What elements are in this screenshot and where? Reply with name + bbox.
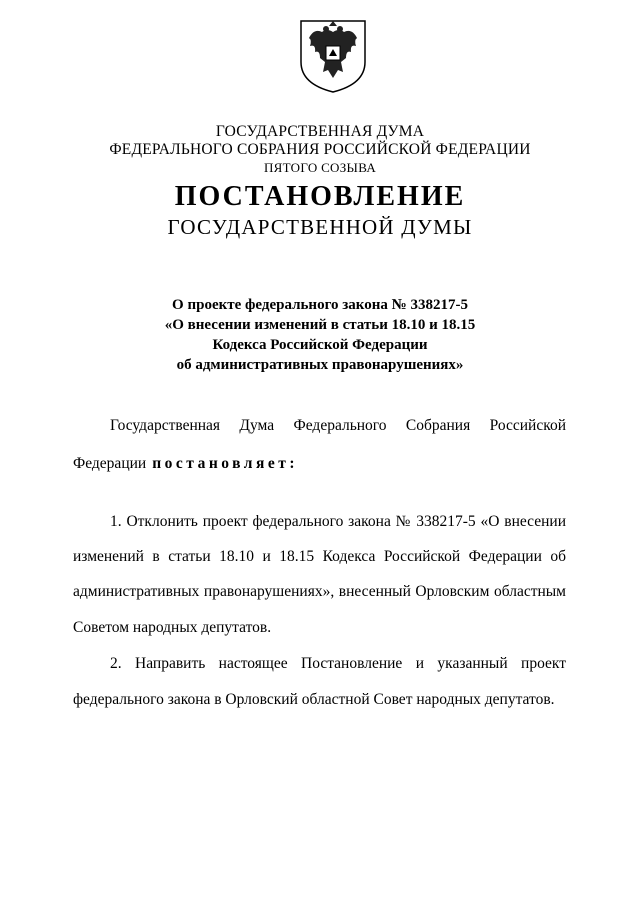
org-line-convocation: ПЯТОГО СОЗЫВА <box>263 160 377 175</box>
subject-line: Кодекса Российской Федерации <box>212 337 428 353</box>
subject-line: об административных правонарушениях» <box>176 357 464 373</box>
intro-line <box>73 455 566 473</box>
item-2-line: федерального закона в Орловский областной Совет народных депутатов. <box>73 691 555 708</box>
subject-line: О проекте федерального закона № 338217-5 <box>172 297 468 313</box>
item-1-line: административных правонарушениях», внесенный Орловским областным <box>73 583 566 600</box>
coat-of-arms-icon <box>298 18 368 94</box>
document-subtitle: ГОСУДАРСТВЕННОЙ ДУМЫ <box>167 215 473 239</box>
item-1-line: 1. Отклонить проект федерального закона № 338217-5 «О внесении <box>110 513 566 530</box>
resolves-verb: постановляет: <box>152 455 299 472</box>
document-title: ПОСТАНОВЛЕНИЕ <box>174 181 466 212</box>
item-1-line: Советом народных депутатов. <box>73 619 272 636</box>
item-2-line: 2. Направить настоящее Постановление и указанный проект <box>110 655 566 672</box>
org-line-duma: ГОСУДАРСТВЕННАЯ ДУМА <box>215 123 425 140</box>
subject-line: «О внесении изменений в статьи 18.10 и 18.15 <box>164 317 476 333</box>
org-line-federal-assembly: ФЕДЕРАЛЬНОГО СОБРАНИЯ РОССИЙСКОЙ ФЕДЕРАЦИИ <box>109 141 531 158</box>
item-1-line: изменений в статьи 18.10 и 18.15 Кодекса Российской Федерации об <box>73 548 566 565</box>
intro-line-start: Федерации <box>73 455 147 472</box>
intro-line: Государственная Дума Федерального Собрания Российской <box>110 417 566 434</box>
